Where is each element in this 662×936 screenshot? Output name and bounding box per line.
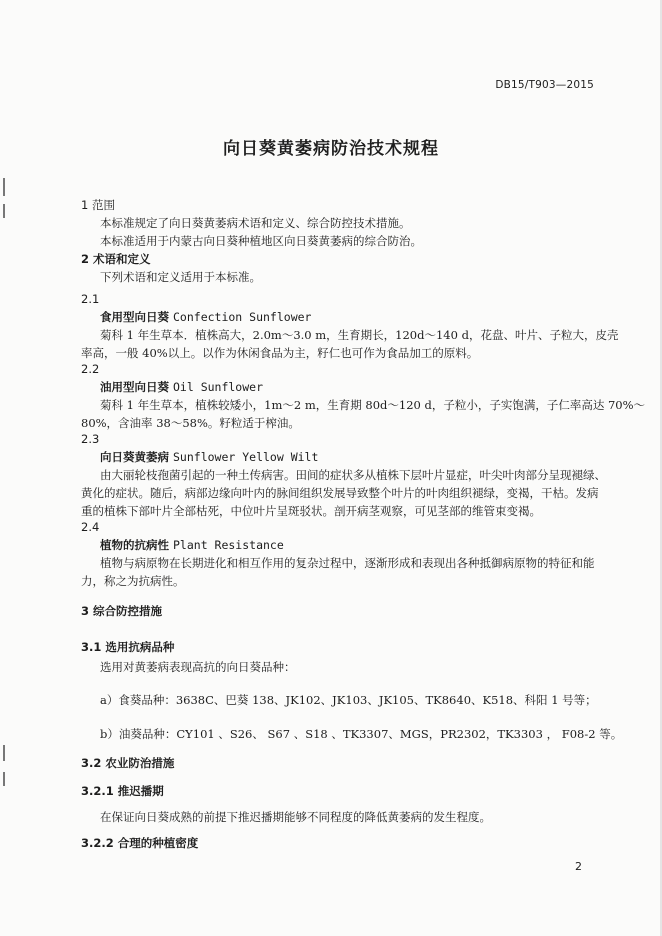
section-1-heading: 1 范围 bbox=[81, 198, 115, 212]
subsection-intro: 选用对黄萎病表现高抗的向日葵品种： bbox=[100, 660, 296, 674]
term-name: 油用型向日葵 bbox=[100, 380, 169, 394]
subsection-heading: 3.1 选用抗病品种 bbox=[81, 640, 175, 654]
clause-number: 2.2 bbox=[81, 362, 100, 376]
document-title: 向日葵黄萎病防治技术规程 bbox=[223, 139, 439, 159]
scan-mark bbox=[3, 745, 5, 761]
term-english: Confection Sunflower bbox=[173, 310, 312, 324]
clause-number: 2.3 bbox=[81, 432, 100, 446]
definition-line: 由大丽轮枝孢菌引起的一种土传病害。田间的症状多从植株下层叶片显症，叶尖叶肉部分呈现褪绿、 bbox=[100, 468, 606, 482]
term-name: 食用型向日葵 bbox=[100, 310, 169, 324]
scan-mark bbox=[3, 178, 5, 196]
term-name: 植物的抗病性 bbox=[100, 538, 169, 552]
standard-code: DB15/T903—2015 bbox=[495, 79, 594, 91]
section-2-intro: 下列术语和定义适用于本标准。 bbox=[100, 270, 261, 284]
section-2-heading: 2 术语和定义 bbox=[81, 252, 151, 266]
clause-number: 2.4 bbox=[81, 520, 100, 534]
definition-line: 菊科 1 年生草本，植株较矮小，1m～2 m，生育期 80d～120 d，子粒小，子实饱满，子仁率高达 70%～ bbox=[100, 398, 646, 412]
definition-line: 黄化的症状。随后，病部边缘向叶内的脉间组织发展导致整个叶片的叶肉组织褪绿，变褐，干枯。发病 bbox=[81, 486, 599, 500]
scan-mark bbox=[3, 772, 5, 786]
term-heading bbox=[100, 310, 311, 324]
term-name: 向日葵黄萎病 bbox=[100, 450, 169, 464]
definition-line: 率高，一般 40%以上。以作为休闲食品为主，籽仁也可作为食品加工的原料。 bbox=[81, 346, 479, 360]
term-english: Plant Resistance bbox=[173, 538, 284, 552]
definition-line: 力，称之为抗病性。 bbox=[81, 574, 185, 588]
page-number: 2 bbox=[575, 860, 582, 873]
scan-mark bbox=[3, 204, 5, 218]
definition-line: 菊科 1 年生草本．植株高大，2.0m～3.0 m，生育期长，120d～140 d，花盘、叶片、子粒大，皮壳 bbox=[100, 328, 619, 342]
term-heading bbox=[100, 380, 263, 394]
term-english: Oil Sunflower bbox=[173, 380, 264, 394]
section-1-paragraph: 本标准适用于内蒙古向日葵种植地区向日葵黄萎病的综合防治。 bbox=[100, 234, 422, 248]
definition-line: 重的植株下部叶片全部枯死，中位叶片呈斑驳状。剖开病茎观察，可见茎部的维管束变褐。 bbox=[81, 504, 541, 518]
subsubsection-heading: 3.2.1 推迟播期 bbox=[81, 784, 164, 798]
section-3-heading: 3 综合防控措施 bbox=[81, 604, 163, 618]
subsubsection-heading: 3.2.2 合理的种植密度 bbox=[81, 836, 199, 850]
clause-number: 2.1 bbox=[81, 292, 100, 306]
definition-line: 植物与病原物在长期进化和相互作用的复杂过程中，逐渐形成和表现出各种抵御病原物的特征和能 bbox=[100, 556, 595, 570]
paragraph: 在保证向日葵成熟的前提下推迟播期能够不同程度的降低黄萎病的发生程度。 bbox=[100, 810, 491, 824]
subsection-heading: 3.2 农业防治措施 bbox=[81, 756, 175, 770]
term-heading bbox=[100, 450, 318, 464]
list-item: a）食葵品种：3638C、巴葵 138、JK102、JK103、JK105、TK8640、K518、科阳 1 号等； bbox=[100, 693, 597, 707]
section-1-paragraph: 本标准规定了向日葵黄萎病术语和定义、综合防控技术措施。 bbox=[100, 216, 411, 230]
term-english: Sunflower Yellow Wilt bbox=[173, 450, 319, 464]
definition-line: 80%，含油率 38～58%。籽粒适于榨油。 bbox=[81, 416, 300, 430]
list-item: b）油葵品种：CY101 、S26、 S67 、S18 、TK3307、MGS，PR2302，TK3303 ， F08-2 等。 bbox=[100, 727, 623, 741]
term-heading bbox=[100, 538, 284, 552]
